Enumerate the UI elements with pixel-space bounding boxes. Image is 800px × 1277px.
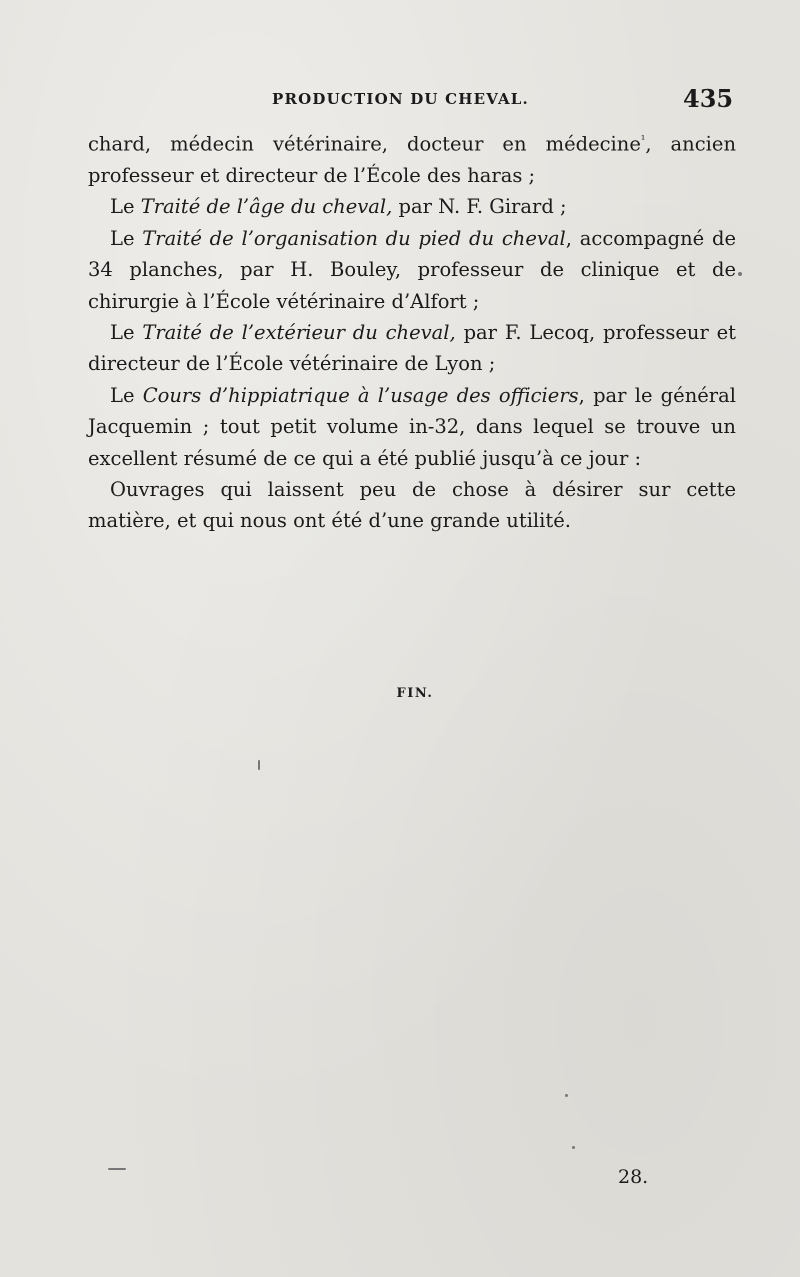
text-segment: par F. Lecoq, professeur et directeur de l’École vétérinaire de Lyon ; xyxy=(88,320,736,376)
book-title: Cours d’hippiatrique à l’usage des officiers xyxy=(142,383,579,407)
running-head xyxy=(0,86,800,116)
text-segment: Le xyxy=(110,320,143,344)
paragraph-2 xyxy=(88,191,736,222)
fin-marker: FIN. xyxy=(396,686,434,701)
text-segment: Le xyxy=(110,383,143,407)
paper-speck xyxy=(108,1168,126,1170)
text-segment: Le xyxy=(110,226,143,250)
paper-speck xyxy=(738,272,742,276)
text-segment: , accompagné de 34 planches, par H. Bouley, professeur de clinique et de chirurgie à l’École vétérinaire d’Alfort ; xyxy=(88,226,736,313)
footnote-marker: ¹ xyxy=(640,133,646,146)
paragraph-4 xyxy=(88,317,736,380)
paper-speck xyxy=(258,760,260,770)
book-title: Traité de l’extérieur du cheval, xyxy=(142,320,456,344)
paper-speck xyxy=(565,1094,568,1097)
text-segment: Ouvrages qui laissent peu de chose à désirer sur cette matière, et qui nous ont été d’une grande utilité. xyxy=(88,477,736,533)
paragraph-6 xyxy=(88,474,736,537)
paragraph-1 xyxy=(88,124,736,191)
paragraph-5 xyxy=(88,380,736,474)
running-title: PRODUCTION DU CHEVAL. xyxy=(272,90,529,108)
text-segment: chard, médecin vétérinaire, docteur en médecine xyxy=(88,132,641,156)
text-segment: , par le général Jacquemin ; tout petit volume in-32, dans lequel se trouve un excellent résumé de ce qui a été publié jusqu’à ce jour : xyxy=(88,383,736,470)
signature-mark: 28. xyxy=(618,1166,649,1188)
body-text xyxy=(88,124,736,537)
text-segment: , ancien professeur et directeur de l’École des haras ; xyxy=(88,132,736,187)
book-title: Traité de l’âge du cheval, xyxy=(140,195,393,219)
paragraph-3 xyxy=(88,223,736,317)
text-segment: par N. F. Girard ; xyxy=(392,195,567,219)
paper-speck xyxy=(572,1146,575,1149)
book-title: Traité de l’organisation du pied du cheval xyxy=(142,226,566,250)
text-segment: Le xyxy=(110,195,141,219)
page-number: 435 xyxy=(683,84,734,113)
